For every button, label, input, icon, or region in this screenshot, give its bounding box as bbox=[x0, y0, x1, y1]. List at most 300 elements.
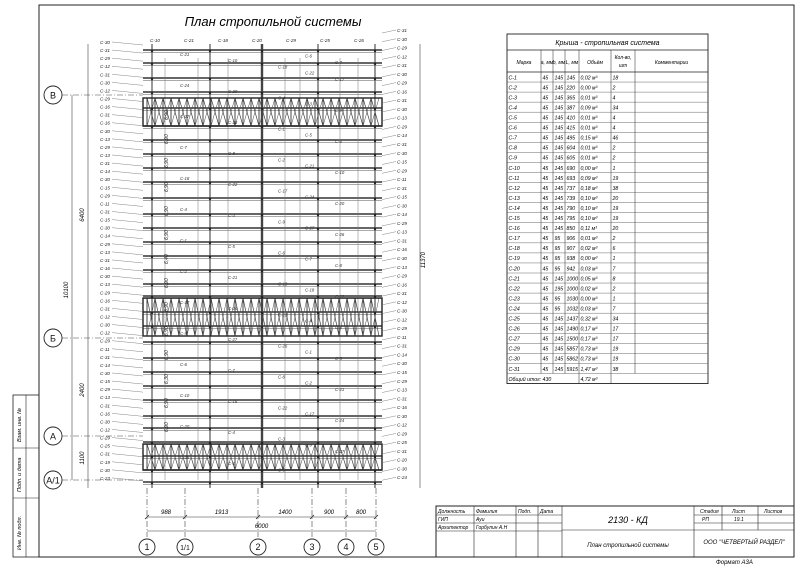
connector-node bbox=[261, 214, 263, 216]
spec-cell: 20 bbox=[612, 226, 619, 233]
top-mark-label: С-25 bbox=[320, 38, 330, 43]
connector-node bbox=[317, 312, 319, 314]
left-mark-label: С-29 bbox=[100, 96, 110, 102]
spec-cell: 1 bbox=[612, 256, 616, 263]
inner-mark-label: С-21 bbox=[228, 275, 238, 281]
left-mark-label: С-31 bbox=[100, 354, 110, 360]
row-axis-label: В bbox=[49, 90, 57, 101]
connector-node bbox=[209, 198, 211, 200]
right-mark-label: С-29 bbox=[397, 124, 407, 130]
left-mark-label: С-30 bbox=[100, 225, 110, 231]
leader-line bbox=[382, 118, 396, 121]
right-mark-label: С-31 bbox=[397, 28, 407, 33]
spec-cell: 45 bbox=[542, 276, 549, 283]
spec-cell: 95 bbox=[554, 236, 561, 243]
inner-mark-label: С-17 bbox=[335, 76, 345, 82]
leader-line bbox=[382, 284, 396, 287]
connector-node bbox=[261, 326, 263, 328]
spec-cell: 45 bbox=[542, 286, 549, 293]
right-mark-label: С-30 bbox=[397, 203, 407, 209]
leader-line bbox=[382, 179, 396, 182]
left-mark-label: С-29 bbox=[100, 56, 110, 62]
leader-line bbox=[112, 42, 143, 45]
spec-cell: 145 bbox=[554, 326, 564, 333]
inner-mark-label: С-10 bbox=[180, 393, 190, 398]
spec-cell: 45 bbox=[542, 316, 549, 323]
spec-cell: С-22 bbox=[508, 286, 520, 293]
inner-mark-label: С-8 bbox=[228, 151, 235, 157]
right-mark-label: С-30 bbox=[397, 308, 407, 314]
spec-cell: 0,73 м³ bbox=[580, 346, 598, 353]
connector-node bbox=[209, 108, 211, 110]
right-mark-label: С-14 bbox=[397, 133, 407, 139]
spec-cell: С-25 bbox=[508, 316, 520, 323]
leader-line bbox=[112, 446, 143, 449]
spacing-dim-label: 6,90 bbox=[164, 158, 170, 168]
left-mark-label: С-19 bbox=[100, 459, 110, 465]
col-axis-label: 3 bbox=[309, 542, 315, 552]
total-width-dim: 6000 bbox=[254, 524, 269, 530]
title-block-person: Ауи bbox=[476, 517, 485, 523]
spec-cell: 1030 bbox=[566, 296, 579, 303]
inner-mark-label: С-27 bbox=[305, 225, 315, 231]
spec-cell: 0,00 м³ bbox=[580, 256, 598, 263]
stage-header: Стадия bbox=[700, 509, 719, 515]
right-mark-label: С-31 bbox=[397, 63, 407, 69]
connector-node bbox=[151, 78, 153, 80]
connector-node bbox=[151, 168, 153, 170]
inner-mark-label: С-5 bbox=[305, 132, 312, 138]
spec-cell: 2 bbox=[612, 145, 616, 152]
leader-line bbox=[112, 90, 143, 93]
spec-cell: С-5 bbox=[508, 115, 517, 122]
left-mark-label: С-13 bbox=[100, 153, 110, 159]
connector-node bbox=[317, 140, 319, 142]
spec-table-frame bbox=[507, 34, 708, 384]
left-total-dim: 10100 bbox=[64, 281, 70, 299]
inner-mark-label: С-4 bbox=[180, 207, 187, 212]
right-mark-label: С-16 bbox=[397, 405, 407, 411]
left-mark-label: С-16 bbox=[100, 266, 110, 272]
col-axis-label: 4 bbox=[343, 542, 349, 552]
left-mark-label: С-31 bbox=[100, 209, 110, 215]
spec-cell: 1000 bbox=[566, 276, 579, 283]
leader-line bbox=[112, 74, 143, 77]
right-mark-label: С-25 bbox=[397, 440, 407, 446]
left-mark-label: С-13 bbox=[100, 395, 110, 401]
inner-mark-label: С-4 bbox=[278, 95, 285, 101]
title-block-person: Архитектор bbox=[438, 525, 469, 531]
connector-node bbox=[261, 372, 263, 374]
spec-cell: 34 bbox=[612, 105, 619, 112]
connector-node bbox=[317, 482, 319, 484]
inner-mark-label: С-3 bbox=[335, 324, 342, 330]
left-mark-label: С-30 bbox=[100, 177, 110, 183]
col-axis-label: 5 bbox=[373, 542, 379, 552]
connector-node bbox=[261, 108, 263, 110]
spec-cell: С-26 bbox=[508, 326, 520, 333]
left-mark-label: С-16 bbox=[100, 298, 110, 304]
leader-line bbox=[112, 131, 143, 134]
left-mark-label: С-30 bbox=[100, 80, 110, 86]
spec-cell: 45 bbox=[542, 256, 549, 263]
connector-node bbox=[317, 284, 319, 286]
connector-node bbox=[151, 372, 153, 374]
left-dim-label: 2400 bbox=[80, 383, 86, 397]
inner-mark-label: С-22 bbox=[278, 405, 288, 411]
connector-node bbox=[261, 400, 263, 402]
spec-cell: 45 bbox=[542, 195, 549, 202]
spec-cell: 0,01 м³ bbox=[580, 155, 598, 162]
inner-mark-label: С-3 bbox=[228, 213, 235, 219]
connector-node bbox=[374, 256, 376, 258]
leader-line bbox=[112, 325, 143, 328]
connector-node bbox=[317, 228, 319, 230]
spec-cell: 145 bbox=[554, 316, 564, 323]
right-mark-label: С-15 bbox=[397, 159, 407, 165]
spec-cell: С-6 bbox=[508, 125, 517, 132]
spec-cell: 145 bbox=[554, 165, 564, 172]
spec-cell: 145 bbox=[554, 356, 564, 363]
leader-line bbox=[112, 268, 143, 271]
connector-node bbox=[151, 198, 153, 200]
spec-cell: 938 bbox=[566, 256, 576, 263]
right-mark-label: С-30 bbox=[397, 36, 407, 42]
spec-cell: 45 bbox=[542, 216, 549, 222]
leader-line bbox=[382, 240, 396, 243]
spec-cell: 0,00 м³ bbox=[580, 296, 598, 303]
connector-node bbox=[317, 126, 319, 128]
connector-node bbox=[261, 154, 263, 156]
leader-line bbox=[112, 429, 143, 432]
side-stamp-replace: Взам. инв. № bbox=[17, 407, 23, 442]
spec-cell: С-7 bbox=[508, 135, 517, 142]
leader-line bbox=[112, 316, 143, 319]
connector-node bbox=[151, 482, 153, 484]
connector-node bbox=[151, 92, 153, 94]
leader-line bbox=[112, 381, 143, 384]
inner-mark-label: С-1 bbox=[228, 461, 235, 467]
connector-node bbox=[151, 326, 153, 328]
left-mark-label: С-15 bbox=[100, 185, 110, 191]
leader-line bbox=[382, 249, 396, 252]
inner-mark-label: С-8 bbox=[335, 262, 342, 268]
row-axis-label: А bbox=[49, 431, 57, 442]
connector-node bbox=[151, 312, 153, 314]
inner-mark-label: С-4 bbox=[305, 318, 312, 324]
spec-cell: 45 bbox=[542, 115, 549, 122]
right-mark-label: С-31 bbox=[397, 142, 407, 147]
connector-node bbox=[261, 198, 263, 200]
spec-cell: 1 bbox=[612, 165, 616, 172]
leader-line bbox=[382, 83, 396, 86]
leader-line bbox=[112, 66, 143, 69]
spec-cell: 38 bbox=[612, 185, 619, 192]
spacing-dim-label: 6,90 bbox=[164, 206, 170, 216]
right-mark-label: С-14 bbox=[397, 352, 407, 358]
left-mark-label: С-31 bbox=[100, 112, 110, 118]
connector-node bbox=[374, 470, 376, 472]
spec-cell: 0,32 м³ bbox=[580, 316, 598, 323]
connector-node bbox=[151, 50, 153, 52]
right-mark-label: С-31 bbox=[397, 185, 407, 191]
right-mark-label: С-30 bbox=[397, 256, 407, 261]
connector-node bbox=[374, 482, 376, 484]
left-mark-label: С-30 bbox=[100, 128, 110, 134]
col-axis-label: 1/1 bbox=[180, 545, 190, 552]
spec-cell: 45 bbox=[542, 105, 549, 112]
spec-cell: 0,01 м³ bbox=[580, 115, 598, 122]
col-axis-label: 2 bbox=[255, 542, 261, 552]
leader-line bbox=[382, 433, 396, 436]
connector-node bbox=[151, 428, 153, 430]
spec-cell: 907 bbox=[566, 246, 576, 253]
spec-cell: С-14 bbox=[508, 205, 520, 212]
leader-line bbox=[112, 58, 143, 61]
left-mark-label: С-30 bbox=[100, 370, 110, 376]
right-mark-label: С-16 bbox=[397, 89, 407, 95]
spec-cell: 195 bbox=[554, 286, 564, 293]
connector-node bbox=[374, 63, 376, 65]
connector-node bbox=[261, 342, 263, 344]
connector-node bbox=[151, 400, 153, 402]
right-mark-label: С-30 bbox=[397, 413, 407, 419]
spec-cell: 0,03 м³ bbox=[580, 306, 598, 313]
leader-line bbox=[382, 276, 396, 279]
left-mark-label: С-16 bbox=[100, 104, 110, 110]
leader-line bbox=[382, 144, 396, 147]
top-mark-label: С-29 bbox=[286, 38, 296, 43]
leader-line bbox=[382, 442, 396, 445]
right-mark-label: С-12 bbox=[397, 54, 407, 60]
connector-node bbox=[374, 50, 376, 52]
right-mark-label: С-20 bbox=[397, 457, 407, 463]
leader-line bbox=[382, 451, 396, 454]
connector-node bbox=[209, 242, 211, 244]
spec-cell: 1032 bbox=[566, 306, 579, 313]
inner-mark-label: С-2 bbox=[278, 157, 285, 163]
connector-node bbox=[374, 326, 376, 328]
spec-cell: С-11 bbox=[508, 175, 520, 182]
leader-line bbox=[112, 155, 143, 158]
spec-cell: 45 bbox=[542, 95, 549, 102]
leader-line bbox=[112, 147, 143, 150]
spec-cell: 46 bbox=[612, 135, 619, 142]
connector-node bbox=[209, 78, 211, 80]
leader-line bbox=[112, 163, 143, 166]
spec-cell: 19 bbox=[612, 346, 619, 353]
connector-node bbox=[374, 400, 376, 402]
spec-cell: 145 bbox=[554, 185, 564, 192]
connector-node bbox=[209, 312, 211, 314]
connector-node bbox=[261, 182, 263, 184]
leader-line bbox=[382, 214, 396, 217]
left-mark-label: С-12 bbox=[100, 88, 110, 94]
connector-node bbox=[374, 198, 376, 200]
leader-line bbox=[382, 460, 396, 463]
right-mark-label: С-29 bbox=[397, 326, 407, 332]
spec-cell: С-19 bbox=[508, 256, 520, 263]
right-mark-label: С-11 bbox=[397, 177, 407, 183]
spec-cell: 0,02 м³ bbox=[580, 75, 598, 82]
title-block-header: Должность bbox=[438, 509, 466, 515]
connector-node bbox=[261, 358, 263, 360]
stage-value: 19.1 bbox=[734, 517, 744, 523]
connector-node bbox=[261, 470, 263, 472]
spec-cell: С-31 bbox=[508, 366, 520, 373]
spec-cell: 415 bbox=[566, 125, 576, 132]
spec-cell: С-3 bbox=[508, 95, 517, 102]
right-mark-label: С-30 bbox=[397, 150, 407, 156]
leader-line bbox=[382, 311, 396, 314]
inner-mark-label: С-17 bbox=[305, 411, 315, 417]
spec-cell: 5857 bbox=[566, 346, 579, 353]
spacing-dim-label: 6,90 bbox=[164, 134, 170, 144]
connector-node bbox=[261, 78, 263, 80]
left-mark-label: С-29 bbox=[100, 193, 110, 199]
inner-mark-label: С-6 bbox=[278, 250, 285, 256]
connector-node bbox=[209, 342, 211, 344]
spec-cell: 0,09 м³ bbox=[580, 105, 598, 112]
spec-cell: 19 bbox=[612, 216, 619, 222]
connector-node bbox=[317, 270, 319, 272]
connector-node bbox=[317, 326, 319, 328]
leader-line bbox=[112, 123, 143, 126]
connector-node bbox=[374, 154, 376, 156]
right-mark-label: С-31 bbox=[397, 448, 407, 454]
leader-line bbox=[382, 381, 396, 384]
drawing-code: 2130 - КД bbox=[608, 515, 648, 525]
connector-node bbox=[151, 228, 153, 230]
spec-cell: 2 bbox=[612, 286, 616, 293]
top-mark-label: С-26 bbox=[354, 38, 364, 43]
spec-cell: 19 bbox=[612, 356, 619, 363]
spec-header-cell: a, мм bbox=[540, 60, 554, 66]
connector-node bbox=[209, 270, 211, 272]
leader-line bbox=[112, 99, 143, 102]
inner-mark-label: С-5 bbox=[278, 467, 285, 473]
left-mark-label: С-31 bbox=[100, 72, 110, 78]
leader-line bbox=[112, 244, 143, 247]
inner-mark-label: С-3 bbox=[278, 436, 285, 442]
connector-node bbox=[374, 140, 376, 142]
spec-cell: 95 bbox=[554, 256, 561, 263]
col-span-dim: 1913 bbox=[214, 510, 229, 516]
spec-cell: 0,17 м³ bbox=[580, 336, 598, 343]
connector-node bbox=[151, 358, 153, 360]
left-mark-label: С-11 bbox=[100, 346, 110, 352]
spec-cell: 45 bbox=[542, 165, 549, 172]
leader-line bbox=[382, 477, 396, 480]
inner-mark-label: С-26 bbox=[278, 343, 288, 349]
spec-cell: 45 bbox=[542, 266, 549, 273]
left-mark-label: С-23 bbox=[100, 475, 110, 481]
leader-line bbox=[382, 135, 396, 138]
connector-node bbox=[261, 228, 263, 230]
spec-header-cell: Комментарии bbox=[654, 60, 689, 66]
spacing-dim-label: 6,90 bbox=[164, 398, 170, 408]
spec-cell: 387 bbox=[566, 105, 576, 112]
spec-cell: 145 bbox=[554, 216, 564, 222]
side-stamp-inv: Инв. № подл. bbox=[17, 515, 23, 550]
title-block-header: Фамилия bbox=[476, 509, 498, 515]
leader-line bbox=[112, 341, 143, 344]
format-label: Формат А3А bbox=[716, 560, 753, 566]
inner-mark-label: С-6 bbox=[335, 138, 342, 144]
connector-node bbox=[151, 470, 153, 472]
left-mark-label: С-29 bbox=[100, 241, 110, 247]
right-mark-label: С-30 bbox=[397, 71, 407, 77]
inner-mark-label: С-21 bbox=[305, 163, 315, 169]
connector-node bbox=[374, 442, 376, 444]
stage-value: РП bbox=[702, 517, 709, 523]
spec-cell: 45 bbox=[542, 236, 549, 243]
spec-cell: 5862 bbox=[566, 356, 579, 363]
leader-line bbox=[382, 48, 396, 51]
spec-cell: 0,01 м³ bbox=[580, 145, 598, 152]
stage-header: Листов bbox=[764, 509, 783, 515]
spec-header-cell: Марка bbox=[516, 60, 532, 66]
connector-node bbox=[374, 428, 376, 430]
leader-line bbox=[382, 74, 396, 77]
connector-node bbox=[151, 342, 153, 344]
right-mark-label: С-30 bbox=[397, 466, 407, 472]
right-mark-label: С-11 bbox=[397, 334, 407, 340]
connector-node bbox=[209, 256, 211, 258]
leader-line bbox=[112, 333, 143, 336]
leader-line bbox=[112, 462, 143, 465]
left-mark-label: С-29 bbox=[100, 435, 110, 441]
inner-mark-label: С-7 bbox=[335, 59, 342, 65]
connector-node bbox=[151, 182, 153, 184]
connector-node bbox=[374, 296, 376, 298]
right-mark-label: С-31 bbox=[397, 396, 407, 402]
leader-line bbox=[382, 328, 396, 331]
leader-line bbox=[382, 416, 396, 419]
connector-node bbox=[317, 296, 319, 298]
title-block-header: Подп. bbox=[518, 509, 532, 515]
spec-cell: 850 bbox=[566, 226, 576, 233]
spec-cell: 0,10 м³ bbox=[580, 216, 598, 222]
connector-node bbox=[209, 50, 211, 52]
connector-node bbox=[261, 126, 263, 128]
row-axis-label: А/1 bbox=[46, 475, 60, 486]
leader-line bbox=[112, 284, 143, 287]
connector-node bbox=[151, 284, 153, 286]
right-mark-label: С-16 bbox=[397, 247, 407, 253]
leader-line bbox=[112, 349, 143, 352]
spec-cell: 0,09 м³ bbox=[580, 175, 598, 182]
spec-header-qty-line2: шт bbox=[618, 63, 628, 69]
leader-line bbox=[112, 454, 143, 457]
connector-node bbox=[261, 312, 263, 314]
leader-line bbox=[112, 115, 143, 118]
leader-line bbox=[112, 212, 143, 215]
connector-node bbox=[209, 214, 211, 216]
leader-line bbox=[112, 357, 143, 360]
spec-cell: 145 bbox=[554, 366, 564, 373]
connector-node bbox=[209, 154, 211, 156]
connector-node bbox=[261, 50, 263, 52]
leader-line bbox=[382, 153, 396, 156]
spec-cell: С-24 bbox=[508, 306, 520, 313]
connector-node bbox=[374, 78, 376, 80]
spec-cell: 145 bbox=[554, 175, 564, 182]
drawing-name: План стропильной системы bbox=[587, 543, 669, 549]
spec-cell: 45 bbox=[542, 336, 549, 343]
spec-cell: 0,02 м³ bbox=[580, 246, 598, 253]
connector-node bbox=[209, 182, 211, 184]
